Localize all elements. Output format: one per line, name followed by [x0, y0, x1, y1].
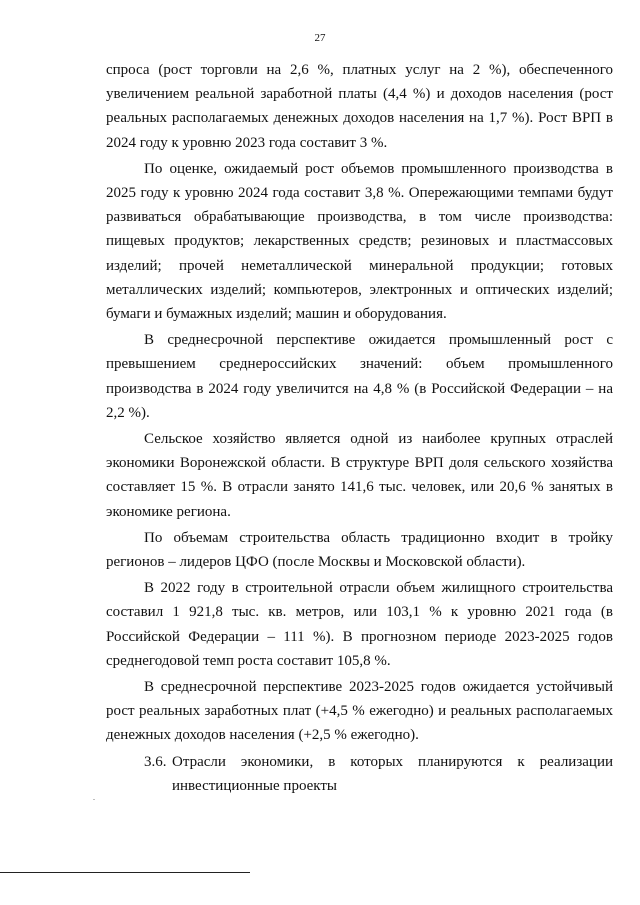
section-title: Отрасли экономики, в которых планируются к реализации инвестиционные проекты	[172, 753, 613, 794]
paragraph-7: В среднесрочной перспективе 2023-2025 годов ожидается устойчивый рост реальных заработных плат (+4,5 % ежегодно) и реальных располагаемых денежных доходов населения (+2,5 % ежегодно).	[106, 679, 613, 744]
section-heading	[106, 750, 613, 798]
document-body	[106, 58, 613, 798]
paragraph-1: спроса (рост торговли на 2,6 %, платных услуг на 2 %), обеспеченного увеличением реальной заработной платы (4,4 %) и доходов населения (рост реальных располагаемых денежных доходов населения на 1,7 %). Рост ВРП в 2024 году к уровню 2023 года составит 3 %.	[106, 62, 613, 151]
paragraph-3: В среднесрочной перспективе ожидается промышленный рост с превышением среднероссийских значений: объем промышленного производства в 2024 году увеличится на 4,8 % (в Российской Федерации – на 2,2 %).	[106, 332, 613, 421]
paragraph-2: По оценке, ожидаемый рост объемов промышленного производства в 2025 году к уровню 2024 года составит 3,8 %. Опережающими темпами будут развиваться обрабатывающие производства, в том числе производства: пищевых продуктов; лекарственных средств; резиновых и пластмассовых изделий; прочей неметаллической минеральной продукции; готовых металлических изделий; компьютеров, электронных и оптических изделий; бумаги и бумажных изделий; машин и оборудования.	[106, 160, 613, 323]
footer-rule	[0, 872, 250, 873]
margin-mark: .	[93, 793, 95, 802]
page-number: 27	[314, 32, 326, 44]
section-number: 3.6.	[144, 753, 167, 770]
paragraph-6: В 2022 году в строительной отрасли объем жилищного строительства составил 1 921,8 тыс. кв. метров, или 103,1 % к уровню 2021 года (в Российской Федерации – 111 %). В прогнозном периоде 2023-2025 годов среднегодовой темп роста составит 105,8 %.	[106, 580, 613, 669]
paragraph-4: Сельское хозяйство является одной из наиболее крупных отраслей экономики Воронежской области. В структуре ВРП доля сельского хозяйства составляет 15 %. В отрасли занято 141,6 тыс. человек, или 20,6 % занятых в экономике региона.	[106, 431, 613, 520]
paragraph-5: По объемам строительства область традиционно входит в тройку регионов – лидеров ЦФО (после Москвы и Московской области).	[106, 529, 613, 571]
